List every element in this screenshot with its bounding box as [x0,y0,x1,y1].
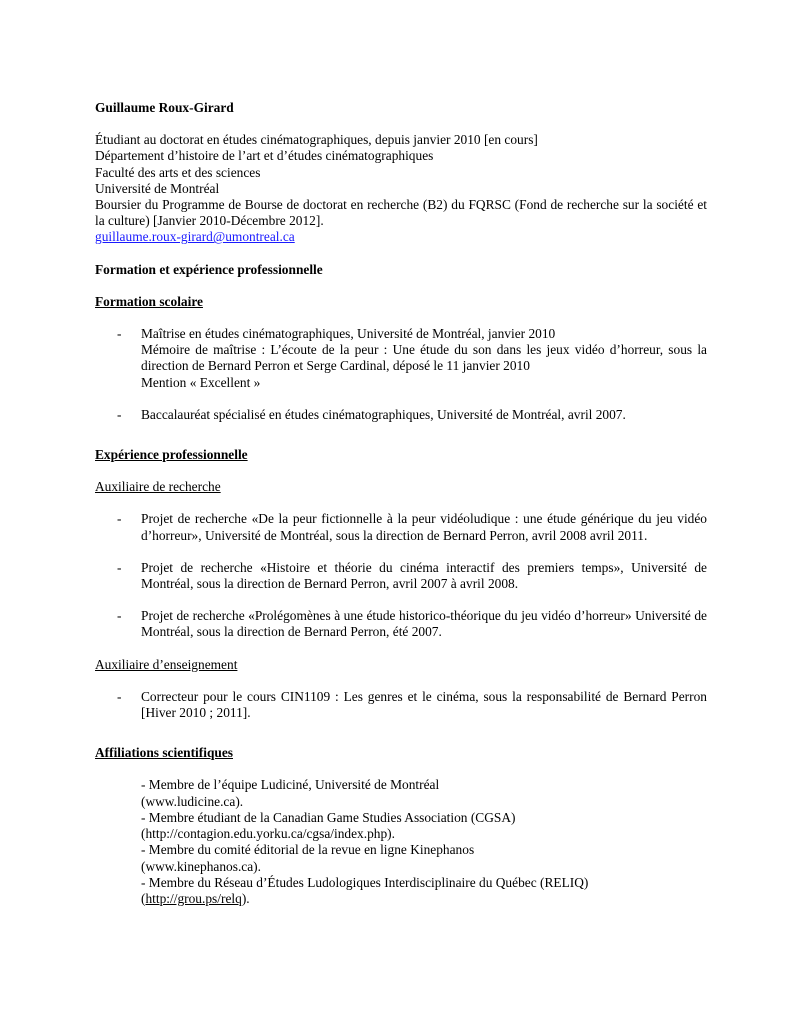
affiliation-cgsa: - Membre étudiant de la Canadian Game Studies Association (CGSA) [141,809,516,825]
affiliation-cgsa-url: (http://contagion.edu.yorku.ca/cgsa/index.php). [141,826,395,842]
paren-open: ( [141,890,146,906]
formation-masters-mention: Mention « Excellent » [141,374,261,390]
affiliation-kinephanos: - Membre du comité éditorial de la revue en ligne Kinephanos [141,842,475,858]
dash-marker: - [117,406,122,422]
formation-masters-thesis: Mémoire de maîtrise : L’écoute de la peur : Une étude du son dans les jeux vidéo d’horreur, sous la direction de Bernard Perron et Serge Cardinal, déposé le 11 janvier 2010 [141,342,707,374]
list-item [95,608,707,640]
dash-marker: - [117,511,122,527]
affiliation-kinephanos-url: (www.kinephanos.ca). [141,858,261,874]
email-link[interactable]: guillaume.roux-girard@umontreal.ca [95,229,295,245]
dash-marker: - [117,608,122,624]
teaching-item-1: Correcteur pour le cours CIN1109 : Les genres et le cinéma, sous la responsabilité de Bernard Perron [Hiver 2010 ; 2011]. [141,688,707,721]
header-line-scholarship: Boursier du Programme de Bourse de doctorat en recherche (B2) du FQRSC (Fond de recherche sur la société et la culture) [Janvier 2010-Décembre 2012]. [95,197,707,229]
affiliation-reliq: - Membre du Réseau d’Études Ludologiques Interdisciplinaire du Québec (RELIQ) [141,874,589,890]
formation-masters-degree: Maîtrise en études cinématographiques, Université de Montréal, janvier 2010 [141,326,556,342]
research-project-2: Projet de recherche «Histoire et théorie du cinéma interactif des premiers temps», Université de Montréal, sous la direction de Bernard Perron, avril 2007 à avril 2008. [141,559,707,592]
list-item [95,326,707,391]
affiliation-ludicine-url: (www.ludicine.ca). [141,793,244,809]
dash-marker: - [117,559,122,575]
teaching-list [95,689,707,721]
subsection-title-teaching: Auxiliaire d’enseignement [95,656,238,672]
section-title-experience: Expérience professionnelle [95,447,248,463]
research-list [95,511,707,640]
research-project-1: Projet de recherche «De la peur fictionnelle à la peur vidéoludique : une étude générique du jeu vidéo d’horreur», Université de Montréal, sous la direction de Bernard Perron, avril 2008 avril 2011. [141,511,707,543]
section-title-affiliations: Affiliations scientifiques [95,745,233,761]
reliq-link[interactable]: http://grou.ps/relq [145,890,242,906]
header-line-program: Étudiant au doctorat en études cinématographiques, depuis janvier 2010 [en cours] [95,132,538,148]
formation-bachelor: Baccalauréat spécialisé en études cinématographiques, Université de Montréal, avril 2007. [141,406,626,422]
header-line-university: Université de Montréal [95,180,220,196]
affiliation-reliq-url [141,891,707,907]
header-line-faculty: Faculté des arts et des sciences [95,164,261,180]
affiliation-ludicine: - Membre de l’équipe Ludiciné, Université de Montréal [141,777,440,793]
cv-document [95,100,707,907]
paren-close: ). [241,890,250,906]
subsection-title-research: Auxiliaire de recherche [95,479,221,495]
author-name: Guillaume Roux-Girard [95,100,234,115]
list-item [95,511,707,543]
section-title-formation-experience: Formation et expérience professionnelle [95,261,323,277]
list-item [95,407,707,423]
research-project-3: Projet de recherche «Prolégomènes à une étude historico-théorique du jeu vidéo d’horreur» Université de Montréal, sous la direction de Bernard Perron, été 2007. [141,608,707,640]
list-item [95,689,707,721]
header-line-department: Département d’histoire de l’art et d’études cinématographiques [95,148,434,164]
list-item [95,560,707,592]
dash-marker: - [117,326,122,342]
section-title-formation: Formation scolaire [95,293,203,309]
affiliations-list [95,777,707,907]
dash-marker: - [117,688,122,704]
formation-list [95,326,707,423]
